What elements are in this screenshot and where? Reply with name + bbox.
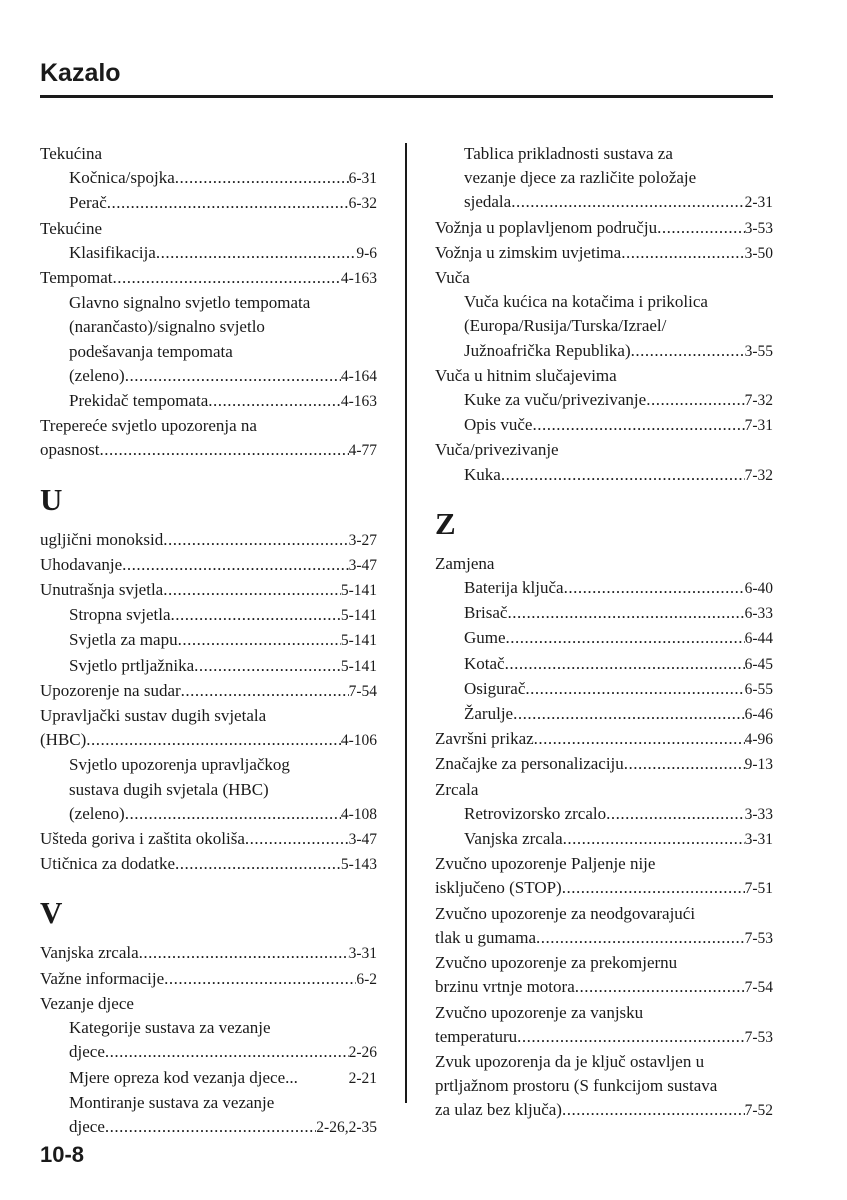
index-subentry [40,628,377,653]
entry-text: Perač [69,193,107,213]
entry-page-ref: 4-106 [340,732,377,750]
dot-leader [245,827,349,851]
index-entry [435,266,773,290]
entry-text: Vožnja u zimskim uvjetima [435,242,622,262]
dot-leader [631,339,745,363]
entry-page-ref: 3-31 [744,831,773,849]
dot-leader [517,1025,744,1049]
index-subentry [40,241,377,266]
entry-text: prtljažnom prostoru (S funkcijom sustava [435,1076,718,1096]
index-subentry [435,677,773,702]
dot-leader [511,190,744,214]
entry-text: (narančasto)/signalno svjetlo [69,317,265,337]
index-subentry [40,1091,377,1115]
index-subentry [435,190,773,215]
index-entry [40,827,377,852]
index-subentry [435,626,773,651]
entry-page-ref: 4-164 [340,367,377,385]
dot-leader [534,727,745,751]
dot-leader [513,702,744,726]
entry-text: Zvučno upozorenje Paljenje nije [435,854,656,874]
dot-leader [122,553,348,577]
dot-leader [175,166,349,190]
entry-text: djece [69,1116,105,1136]
entry-page-ref: 3-53 [744,219,773,237]
entry-page-ref: 5-141 [340,632,377,650]
index-subentry [435,388,773,413]
entry-page-ref: 7-51 [744,880,773,898]
dot-leader [125,802,341,826]
index-subentry [40,778,377,802]
index-subentry [435,652,773,677]
entry-page-ref: 7-53 [744,929,773,947]
entry-page-ref: 6-46 [744,706,773,724]
entry-text: (zeleno) [69,365,125,385]
entry-text: Kuka [464,464,501,484]
dot-leader [175,852,341,876]
index-subentry [40,291,377,315]
dot-leader [536,926,745,950]
entry-page-ref: 6-44 [744,630,773,648]
entry-page-ref: 3-50 [744,244,773,262]
index-entry [435,216,773,241]
entry-page-ref: 3-47 [348,556,377,574]
entry-page-ref: 5-141 [340,657,377,675]
dot-leader [105,1115,316,1139]
entry-text: podešavanja tempomata [69,341,233,361]
dot-leader [86,728,341,752]
index-subentry [435,314,773,338]
entry-page-ref: 2-26,2-35 [316,1118,377,1136]
entry-page-ref: 6-45 [744,655,773,673]
entry-text: Svjetla za mapu [69,630,178,650]
index-entry [40,852,377,877]
index-entry [40,528,377,553]
index-column-right [435,142,773,1124]
entry-text: Kočnica/spojka [69,168,175,188]
index-subentry [40,166,377,191]
entry-page-ref: 6-33 [744,605,773,623]
index-entry [40,438,377,463]
index-entry [40,414,377,438]
entry-text: Kotač [464,653,505,673]
index-subentry [40,753,377,777]
entry-page-ref: 5-141 [340,607,377,625]
entry-text: ugljični monoksid [40,529,164,549]
entry-text: Baterija ključa [464,578,564,598]
dot-leader [525,677,744,701]
entry-text: Gume [464,628,506,648]
dot-leader [139,941,349,965]
entry-text: Kuke za vuču/privezivanje [464,390,647,410]
entry-page-ref: 6-40 [744,580,773,598]
dot-leader [564,576,745,600]
dot-leader [562,1098,745,1122]
index-entry [435,1025,773,1050]
entry-text: Trepereće svjetlo upozorenja na [40,416,257,436]
index-entry [435,876,773,901]
dot-leader [507,601,744,625]
dot-leader [621,241,744,265]
entry-page-ref: 7-52 [744,1102,773,1120]
entry-text: Vanjska zrcala [464,829,563,849]
dot-leader [100,438,349,462]
section-letter: Z [435,505,456,541]
index-subentry [40,191,377,216]
index-subentry [435,166,773,190]
page-title: Kazalo [40,59,121,87]
index-entry [40,553,377,578]
index-entry [40,578,377,603]
entry-page-ref: 4-96 [744,731,773,749]
entry-page-ref: 2-31 [744,194,773,212]
entry-text: Važne informacije [40,968,165,988]
dot-leader [107,191,349,215]
entry-text: Zvučno upozorenje za vanjsku [435,1002,644,1022]
entry-text: Tablica prikladnosti sustava za [464,144,673,163]
entry-page-ref: 3-33 [744,805,773,823]
entry-text: vezanje djece za različite položaje [464,168,697,188]
index-subentry [40,315,377,339]
index-subentry [435,290,773,314]
index-entry [40,704,377,728]
index-subentry [40,340,377,364]
dot-leader [181,679,349,703]
index-entry [40,992,377,1016]
entry-page-ref: 2-21 [348,1069,377,1087]
entry-page-ref: 6-55 [744,680,773,698]
entry-text: tlak u gumama [435,927,537,947]
index-entry [435,975,773,1000]
entry-text: (HBC) [40,730,87,750]
index-entry [435,241,773,266]
index-subentry [40,654,377,679]
index-subentry [435,702,773,727]
dot-leader [105,1040,349,1064]
index-column-left [40,142,377,1140]
index-entry [435,778,773,802]
entry-page-ref: 7-32 [744,392,773,410]
entry-page-ref: 5-143 [340,856,377,874]
entry-page-ref: 4-163 [340,270,377,288]
entry-text: Zvuk upozorenja da je ključ ostavljen u [435,1051,705,1071]
index-subentry [40,364,377,389]
entry-text: Montiranje sustava za vezanje [69,1092,275,1112]
dot-leader [112,266,340,290]
entry-text: (Europa/Rusija/Turska/Izrael/ [464,316,667,336]
entry-page-ref: 7-53 [744,1028,773,1046]
section-letter: V [40,895,63,931]
entry-page-ref: 4-77 [348,442,377,460]
entry-text: Zvučno upozorenje za neodgovarajući [435,903,696,923]
index-entry [40,941,377,966]
entry-page-ref: 9-6 [356,244,377,262]
entry-text: Upozorenje na sudar [40,680,181,700]
entry-page-ref: 4-163 [340,393,377,411]
entry-text: Stropna svjetla [69,605,171,625]
entry-text: Osigurač [464,678,526,698]
index-subentry [40,1066,377,1091]
entry-text: Klasifikacija [69,242,156,262]
entry-text: Vožnja u poplavljenom području [435,217,658,237]
dot-leader [171,603,341,627]
entry-page-ref: 2-26 [348,1044,377,1062]
dot-leader [575,975,745,999]
index-subentry [40,802,377,827]
index-entry [435,552,773,576]
entry-text: Retrovizorsko zrcalo [464,803,607,823]
index-subentry [435,463,773,488]
entry-text: sustava dugih svjetala (HBC) [69,779,269,799]
entry-text: Završni prikaz [435,729,534,749]
header-rule [40,95,773,98]
entry-page-ref: 3-31 [348,945,377,963]
entry-text: Svjetlo prtljažnika [69,655,195,675]
index-entry [435,1050,773,1074]
entry-page-ref: 7-54 [744,979,773,997]
entry-text: Žarulje [464,704,514,724]
index-entry [40,728,377,753]
entry-text: isključeno (STOP) [435,878,562,898]
index-entry [435,438,773,462]
entry-text: Unutrašnja svjetla [40,580,164,600]
dot-leader [163,528,348,552]
index-subentry [40,603,377,628]
entry-text: Vuča u hitnim slučajevima [435,365,617,385]
entry-text: (zeleno) [69,803,125,823]
entry-text: Utičnica za dodatke [40,854,175,874]
index-entry [435,951,773,975]
dot-leader [606,802,744,826]
entry-page-ref: 6-2 [356,970,377,988]
index-entry [435,364,773,388]
entry-text: Zvučno upozorenje za prekomjernu [435,953,678,973]
entry-text: Tekućina [40,144,103,163]
section-letter: U [40,481,63,517]
index-subentry [40,1040,377,1065]
dot-leader [506,626,745,650]
entry-text: temperaturu [435,1026,518,1046]
dot-leader [178,628,341,652]
entry-text: Značajke za personalizaciju [435,754,624,774]
entry-page-ref: 5-141 [340,582,377,600]
entry-page-ref: 4-108 [340,805,377,823]
index-subentry [40,1016,377,1040]
entry-text: Vanjska zrcala [40,943,139,963]
index-entry [435,727,773,752]
entry-text: Ušteda goriva i zaštita okoliša [40,829,245,849]
index-entry [40,217,377,241]
index-entry [435,1001,773,1025]
entry-page-ref: 3-47 [348,831,377,849]
entry-page-ref: 6-31 [348,170,377,188]
entry-text: Opis vuče [464,415,533,435]
index-entry [40,266,377,291]
entry-text: Glavno signalno svjetlo tempomata [69,293,311,313]
entry-page-ref: 3-55 [744,342,773,360]
entry-text: Upravljački sustav dugih svjetala [40,706,267,726]
dot-leader [194,654,341,678]
entry-page-ref: 9-13 [744,756,773,774]
dot-leader [563,827,745,851]
index-subentry [435,339,773,364]
index-entry [40,142,377,166]
index-subentry [435,802,773,827]
entry-text: Prekidač tempomata [69,391,209,411]
index-entry [435,902,773,926]
index-subentry [435,601,773,626]
entry-text: brzinu vrtnje motora [435,977,575,997]
entry-text: Vezanje djece [40,993,134,1013]
entry-text: Tempomat [40,268,113,288]
index-entry [435,852,773,876]
dot-leader [208,389,341,413]
entry-text: za ulaz bez ključa) [435,1100,562,1120]
entry-page-ref: 7-54 [348,682,377,700]
entry-text: Južnoafrička Republika) [464,340,631,360]
entry-text: djece [69,1042,105,1062]
entry-page-ref: 6-32 [348,195,377,213]
entry-page-ref: 7-31 [744,417,773,435]
column-divider [405,143,407,1103]
dot-leader [163,578,341,602]
entry-text: Vuča/privezivanje [435,440,559,460]
entry-text: Brisač [464,603,508,623]
dot-leader [156,241,356,265]
entry-text: Kategorije sustava za vezanje [69,1018,271,1038]
index-subentry [435,413,773,438]
entry-text: opasnost [40,440,100,460]
dot-leader [505,652,745,676]
index-entry [435,1098,773,1123]
dot-leader [164,967,356,991]
index-entry [435,1074,773,1098]
dot-leader [501,463,745,487]
page-number: 10-8 [40,1142,85,1167]
index-entry [40,967,377,992]
entry-text: Vuča [435,268,470,288]
index-subentry [435,142,773,166]
entry-text: Uhodavanje [40,554,123,574]
index-subentry [435,827,773,852]
index-entry [435,752,773,777]
entry-text: Svjetlo upozorenja upravljačkog [69,755,290,775]
entry-page-ref: 3-27 [348,531,377,549]
entry-page-ref: 7-32 [744,466,773,484]
dot-leader [532,413,744,437]
dot-leader [624,752,745,776]
entry-text: Tekućine [40,218,103,238]
entry-text: sjedala [464,192,512,212]
entry-text: Zamjena [435,553,495,573]
dot-leader [657,216,745,240]
entry-text: Mjere opreza kod vezanja djece... [69,1067,298,1087]
entry-text: Zrcala [435,779,479,799]
dot-leader [125,364,341,388]
dot-leader [646,388,744,412]
index-subentry [435,576,773,601]
index-subentry [40,389,377,414]
index-subentry [40,1115,377,1140]
dot-leader [562,876,745,900]
index-entry [435,926,773,951]
entry-text: Vuča kućica na kotačima i prikolica [464,292,708,312]
index-entry [40,679,377,704]
